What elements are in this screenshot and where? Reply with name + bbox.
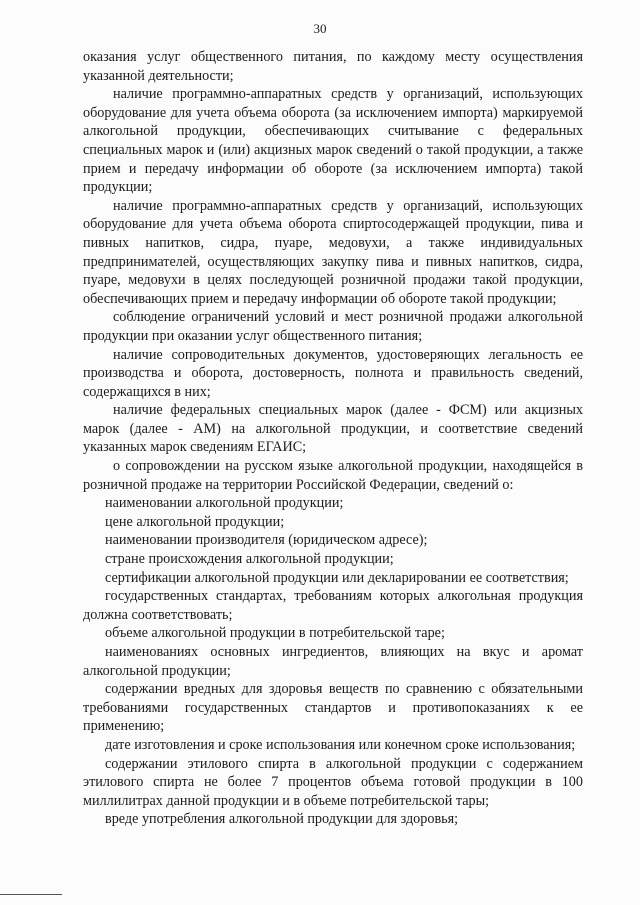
document-body	[83, 48, 583, 829]
list-item: наименовании алкогольной продукции;	[105, 495, 344, 512]
list-item: сертификации алкогольной продукции или декларировании ее соответствия;	[105, 569, 569, 586]
list-item: содержании этилового спирта в алкогольной продукции с содержанием этилового спирта не более 7 процентов объема готовой продукции в 100 миллилитрах данной продукции и в объеме потребительской тары;	[83, 755, 583, 809]
paragraph: о сопровождении на русском языке алкогольной продукции, находящейся в розничной продаже на территории Российской Федерации, сведений о:	[83, 458, 583, 493]
footnote-divider	[0, 894, 62, 895]
list-item: содержании вредных для здоровья веществ по сравнению с обязательными требованиями государственных стандартов и противопоказаниях к ее применению;	[83, 681, 583, 735]
list-item: государственных стандартах, требованиям которых алкогольная продукция должна соответствовать;	[83, 588, 583, 623]
paragraph: соблюдение ограничений условий и мест розничной продажи алкогольной продукции при оказании услуг общественного питания;	[83, 309, 583, 344]
paragraph: наличие сопроводительных документов, удостоверяющих легальность ее производства и оборота, достоверность, полнота и правильность сведений, содержащихся в них;	[83, 346, 583, 400]
paragraph: наличие программно-аппаратных средств у организаций, использующих оборудование для учета объема оборота спиртосодержащей продукции, пива и пивных напитков, сидра, пуаре, медовухи, а также индивидуальных предпринимателей, осуществляющих закупку пива и пивных напитков, сидра, пуаре, медовухи в целях последующей розничной продажи такой продукции, обеспечивающих прием и передачу информации об обороте такой продукции;	[83, 197, 583, 307]
paragraph-continuation: оказания услуг общественного питания, по каждому месту осуществления указанной деятельности;	[83, 49, 583, 84]
list-item: вреде употребления алкогольной продукции для здоровья;	[105, 811, 459, 828]
paragraph: наличие федеральных специальных марок (далее - ФСМ) или акцизных марок (далее - АМ) на алкогольной продукции, и соответствие сведений указанных марок сведениям ЕГАИС;	[83, 402, 583, 456]
paragraph: наличие программно-аппаратных средств у организаций, использующих оборудование для учета объема оборота (за исключением импорта) маркируемой алкогольной продукции, обеспечивающих считывание с федеральных специальных марок и (или) акцизных марок сведений о такой продукции, а также прием и передачу информации об обороте (за исключением импорта) такой продукции;	[83, 86, 583, 196]
list-item: наименованиях основных ингредиентов, влияющих на вкус и аромат алкогольной продукции;	[83, 644, 583, 679]
list-item: объеме алкогольной продукции в потребительской таре;	[105, 625, 445, 642]
list-item: цене алкогольной продукции;	[105, 513, 285, 530]
list-item: наименовании производителя (юридическом адресе);	[105, 532, 428, 549]
page-number: 30	[313, 21, 327, 36]
list-item: стране происхождения алкогольной продукции;	[105, 551, 394, 568]
list-item: дате изготовления и сроке использования или конечном сроке использования;	[105, 736, 576, 753]
